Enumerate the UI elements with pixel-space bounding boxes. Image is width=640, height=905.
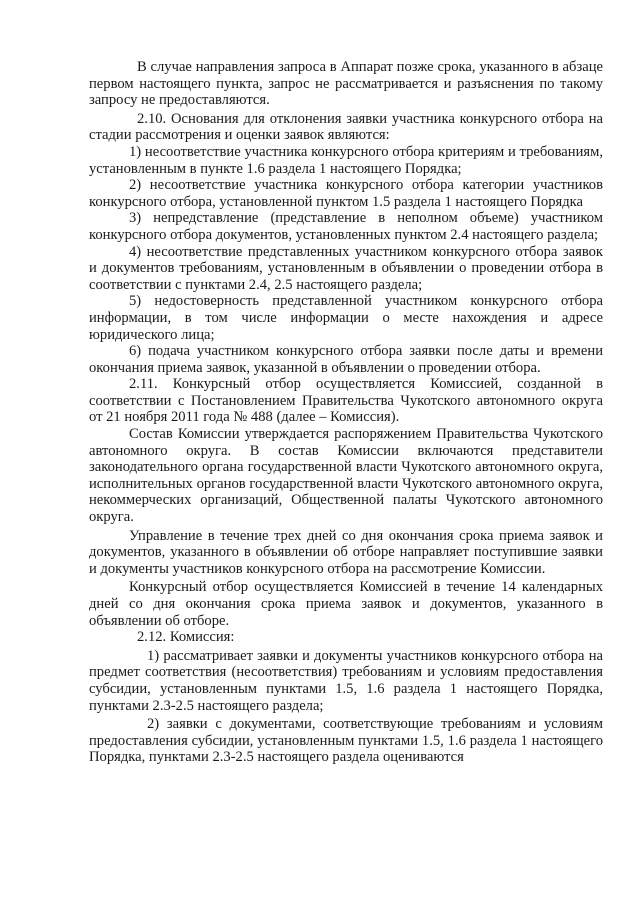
- paragraph-2-10-heading: 2.10. Основания для отклонения заявки участника конкурсного отбора на стадии рассмотрения и оценки заявок являются:: [89, 110, 603, 144]
- list-item-2-12-2-evaluation: 2) заявки с документами, соответствующие требованиям и условиям предоставления субсидии, установленным пунктами 1.5, 1.6 раздела 1 настоящего Порядка, пунктами 2.3-2.5 настоящего раздела оцениваются: [89, 716, 603, 766]
- list-item-3-documents: 3) непредставление (представление в неполном объеме) участником конкурсного отбора документов, установленных пунктом 2.4 настоящего раздела;: [89, 210, 603, 243]
- paragraph-2-11-commission: 2.11. Конкурсный отбор осуществляется Комиссией, созданной в соответствии с Постановлением Правительства Чукотского автономного округа от 21 ноября 2011 года № 488 (далее – Комиссия).: [89, 376, 603, 426]
- paragraph-directorate-submission: Управление в течение трех дней со дня окончания срока приема заявок и документов, указанного в объявлении об отборе направляет поступившие заявки и документы участников конкурсного отбора на рассмотрение Комиссии.: [89, 527, 603, 577]
- list-item-2-12-1-review: 1) рассматривает заявки и документы участников конкурсного отбора на предмет соответствия (несоответствия) требованиям и условиям предоставления субсидии, установленным пунктами 1.5, 1.6 раздела 1 настоящего Порядка, пунктами 2.3-2.5 настоящего раздела;: [89, 647, 603, 714]
- list-item-1-criteria: 1) несоответствие участника конкурсного отбора критериям и требованиям, установленным в пункте 1.6 раздела 1 настоящего Порядка;: [89, 143, 603, 177]
- paragraph-commission-composition: Состав Комиссии утверждается распоряжением Правительства Чукотского автономного округа. В состав Комиссии включаются представители законодательного органа государственной власти Чукотского автономного округа, исполнительных органов государственной власти Чукотского автономного округа, некоммерческих организаций, Общественной палаты Чукотского автономного округа.: [89, 426, 603, 526]
- list-item-2-category: 2) несоответствие участника конкурсного отбора категории участников конкурсного отбора, установленной пунктом 1.5 раздела 1 настоящего Порядка: [89, 177, 603, 210]
- paragraph-2-12-heading: 2.12. Комиссия:: [137, 629, 235, 646]
- paragraph-request-deadline: В случае направления запроса в Аппарат позже срока, указанного в абзаце первом настоящего пункта, запрос не рассматривается и разъяснения по такому запросу не предоставляются.: [89, 59, 603, 109]
- list-item-5-inaccuracy: 5) недостоверность представленной участником конкурсного отбора информации, в том числе информации о месте нахождения и адресе юридического лица;: [89, 293, 603, 343]
- list-item-4-requirements: 4) несоответствие представленных участником конкурсного отбора заявок и документов требованиям, установленным в объявлении о проведении отбора в соответствии с пунктами 2.4, 2.5 настоящего раздела;: [89, 243, 603, 293]
- paragraph-selection-period: Конкурсный отбор осуществляется Комиссией в течение 14 календарных дней со дня окончания срока приема заявок и документов, указанного в объявлении об отборе.: [89, 579, 603, 629]
- document-page: [89, 59, 603, 766]
- list-item-6-late-submission: 6) подача участником конкурсного отбора заявки после даты и времени окончания приема заявок, указанной в объявлении о проведении отбора.: [89, 343, 603, 376]
